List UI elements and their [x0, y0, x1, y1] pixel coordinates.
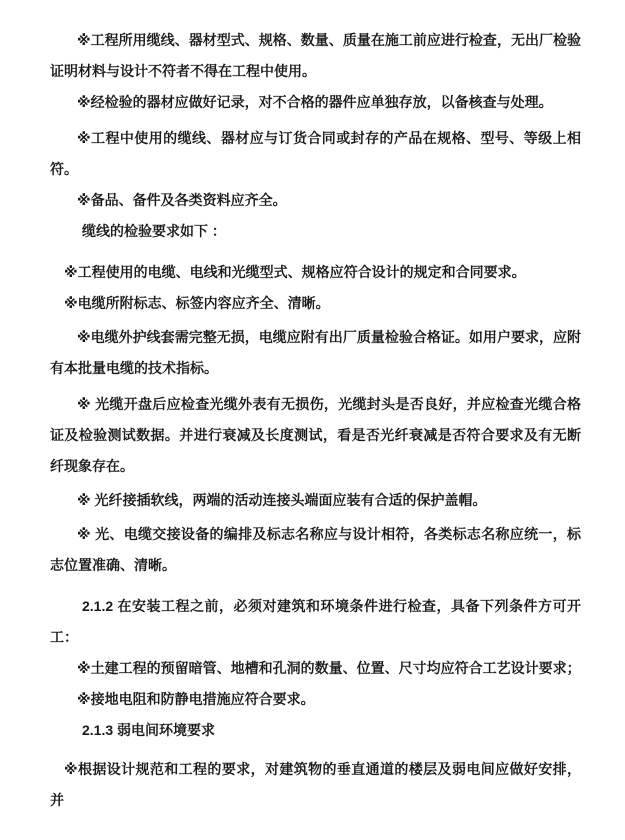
clause-2-1-3: 2.1.3 弱电间环境要求: [82, 722, 216, 738]
document-paragraph: ※ 光缆开盘后应检查光缆外表有无损伤，光缆封头是否良好，并应检查光缆合格证及检验测试数据。并进行衰减及长度测试，看是否光纤衰减是否符合要求及有无断纤现象存在。: [50, 396, 581, 474]
document-paragraph: ※工程所用缆线、器材型式、规格、数量、质量在施工前应进行检查，无出厂检验证明材料与设计不符者不得在工程中使用。: [50, 32, 581, 79]
document-paragraph: ※工程使用的电缆、电线和光缆型式、规格应符合设计的规定和合同要求。: [64, 264, 526, 280]
document-paragraph: ※备品、备件及各类资料应齐全。: [77, 192, 287, 208]
section-lead-cable-inspection: 缆线的检验要求如下 ：: [82, 223, 226, 239]
document-paragraph: ※经检验的器材应做好记录，对不合格的器件应单独存放，以备核查与处理。: [77, 94, 553, 110]
document-paragraph: ※土建工程的预留暗管、地槽和孔洞的数量、位置、尺寸均应符合工艺设计要求；: [77, 660, 581, 676]
clause-2-1-2: 2.1.2 在安装工程之前，必须对建筑和环境条件进行检查，具备下列条件方可开工：: [50, 598, 581, 645]
document-paragraph: ※根据设计规范和工程的要求，对建筑物的垂直通道的楼层及弱电间应做好安排，并: [50, 761, 581, 808]
document-paragraph: ※工程中使用的缆线、器材应与订货合同或封存的产品在规格、型号、等级上相符。: [50, 130, 581, 177]
document-paragraph: ※ 光纤接插软线，两端的活动连接头端面应装有合适的保护盖帽。: [77, 492, 487, 508]
document-paragraph: ※电缆所附标志、标签内容应齐全、清晰。: [64, 295, 330, 311]
document-paragraph: ※电缆外护线套需完整无损，电缆应附有出厂质量检验合格证。如用户要求，应附有本批量电缆的技术指标。: [50, 329, 581, 376]
document-paragraph: ※接地电阻和防静电措施应符合要求。: [77, 691, 315, 707]
document-paragraph: ※ 光、电缆交接设备的编排及标志名称应与设计相符，各类标志名称应统一，标志位置准确、清晰。: [50, 526, 581, 573]
